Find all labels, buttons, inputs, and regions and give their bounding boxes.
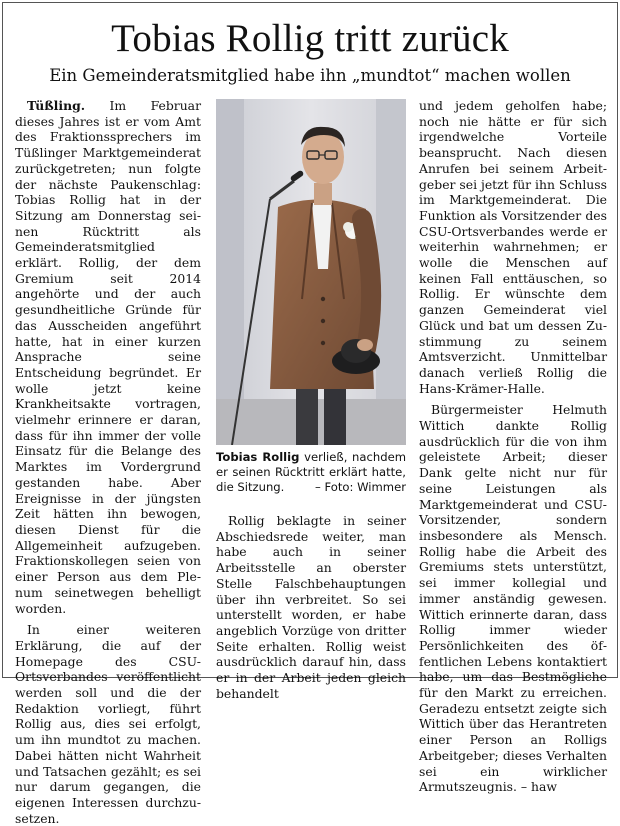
dateline: Tüßling. xyxy=(27,98,86,113)
article-column-3 xyxy=(419,98,607,795)
paragraph xyxy=(15,98,201,616)
paragraph-text: Im Februar dieses Jahres ist er vom Amt des Fraktionssprechers im Tüßlinger Marktgemeinderat zurückgetreten; nun folgte der nächste Paukenschlag: Tobias Rollig hat in der Sitzung am Donnerstag seinen Rücktritt als Gemeinderatsmitglied erklärt. Rollig, der dem Gremium seit 2014 angehörte und der auch gesundheitliche Gründe für das Ausscheiden angeführt hatte, hat in einer kurzen Ansprache seine Entscheidung begründet. Er wolle jetzt keine Krankheitsakte vortragen, vielmehr erinnere er daran, dass für ihn immer der volle Einsatz für die Belange des Marktes im Vordergrund gestanden habe. Aber Ereignisse in der jüngsten Zeit hätten ihn bewogen, diesen Dienst für die Allgemeinheit aufzugeben. Fraktionskollegen seien von einer Person aus dem Plenum seinetwegen behelligt worden. xyxy=(15,98,201,616)
paragraph: Rollig beklagte in seiner Abschiedsrede weiter, man habe auch in seiner Arbeitsstelle an oberster Stelle Falschbehauptungen über ihn verbreitet. So sei unterstellt worden, er habe angeblich Vorzüge von dritter Seite erhalten. Rollig weist ausdrücklich darauf hin, dass er in der Arbeit jeden gleich behandelt xyxy=(216,513,406,701)
headline: Tobias Rollig tritt zurück xyxy=(111,17,509,60)
caption-text: verließ, nachdem er seinen Rücktritt erklärt hatte, die Sitzung. xyxy=(216,450,406,495)
paragraph: Bürgermeister Helmuth Wittich dankte Rollig ausdrücklich für die von ihm geleistete Arbeit; dieser Dank gelte nicht nur für seine Leistungen als Marktgemeinderat und CSU-Vorsitzender, sondern insbesondere als Mensch. Rollig habe die Arbeit des Gremiums stets unterstützt, sei immer kollegial und immer anständig gewesen. Wittich erinnerte daran, dass Rollig immer wieder Persönlichkeiten des öffentlichen Lebens kontaktiert habe, um das Bestmögliche für den Markt zu erreichen. Geradezu entsetzt zeigte sich Wittich über das Herantreten einer Person an Rolligs Arbeitgeber; dieses Verhalten sei ein wirklicher Armutszeugnis. – haw xyxy=(419,402,607,795)
paragraph: und jedem geholfen habe; noch nie hätte er für sich irgendwelche Vorteile beansprucht. Nach diesen Anrufen bei seinem Arbeitgeber sei jetzt für ihn Schluss im Marktgemeinderat. Die Funktion als Vorsitzender des CSU-Ortsverbandes werde er weiterhin wahrnehmen; er wolle die Menschen auf keinen Fall enttäuschen, so Rollig. Er wünschte dem ganzen Gemeinderat viel Glück und bat um dessen Zustimmung zu seinem Amtsverzicht. Unmittelbar danach verließ Rollig die Hans-Krämer-Halle. xyxy=(419,98,607,396)
article-column-2 xyxy=(216,513,406,701)
photo-caption xyxy=(216,450,406,496)
paragraph: In einer weiteren Erklärung, die auf der Homepage des CSU-Ortsverbandes veröffentlicht werden soll und die der Redaktion vorliegt, führt Rollig aus, dies sei erfolgt, um ihn mundtot zu machen. Dabei hätten nicht Wahrheit und Tatsachen gezählt; es sei nur darum gegangen, die eigenen Interessen durchzusetzen. xyxy=(15,622,201,826)
article-column-1 xyxy=(15,98,201,826)
newspaper-article xyxy=(2,2,618,826)
subheadline: Ein Gemeinderatsmitglied habe ihn „mundtot“ machen wollen xyxy=(49,66,571,85)
article-photo xyxy=(216,99,406,445)
caption-name: Tobias Rollig xyxy=(216,450,300,464)
photo-credit: – Foto: Wimmer xyxy=(315,480,406,495)
photo-illustration xyxy=(216,99,406,445)
